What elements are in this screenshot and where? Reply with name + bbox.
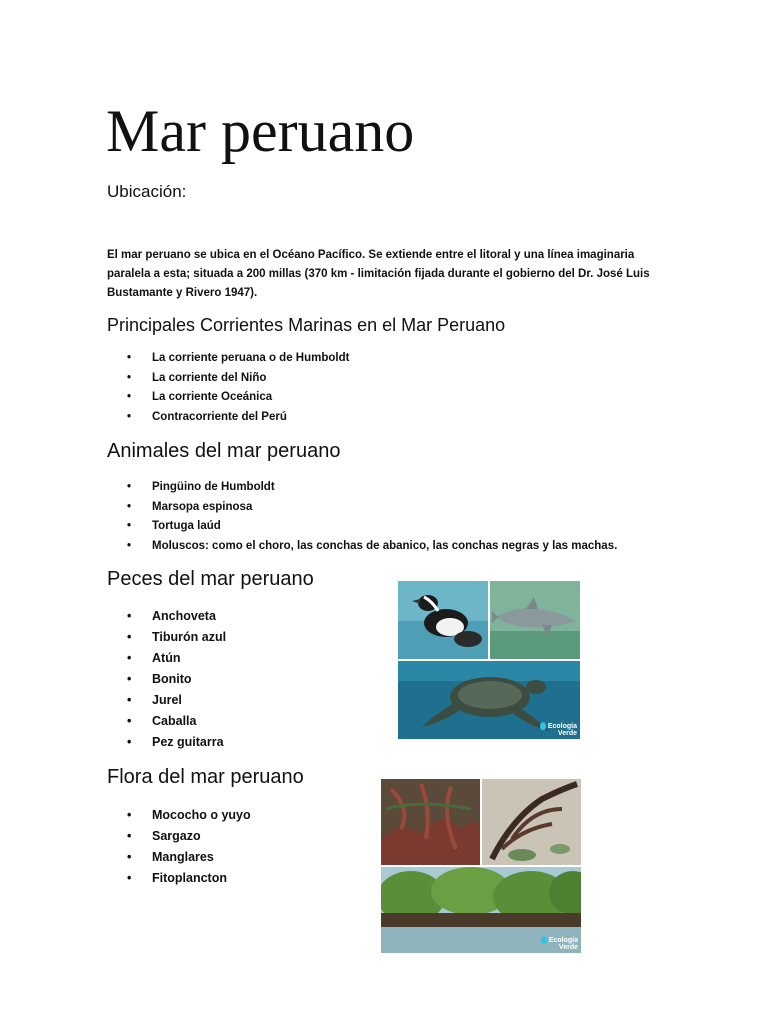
- location-paragraph: El mar peruano se ubica en el Océano Pacífico. Se extiende entre el litoral y una línea imaginaria paralela a esta; situada a 200 millas (370 km - limitación fijada durante el gobierno del Dr. José Luis Bustamante y Rivero 1947).: [107, 249, 650, 299]
- currents-heading: Principales Corrientes Marinas en el Mar Peruano: [107, 315, 506, 335]
- list-item: • Sargazo: [127, 826, 251, 847]
- currents-list: [127, 349, 349, 427]
- location-heading: Ubicación:: [107, 182, 187, 201]
- porpoise-photo: [490, 581, 580, 659]
- list-item: • Pez guitarra: [127, 732, 226, 753]
- list-item: • La corriente del Niño: [127, 369, 349, 389]
- list-item: • Anchoveta: [127, 606, 226, 627]
- flora-photo-collage: [381, 779, 581, 953]
- list-item: • Bonito: [127, 669, 226, 690]
- list-item: • Contracorriente del Perú: [127, 408, 349, 428]
- list-item: • Manglares: [127, 847, 251, 868]
- list-item: • La corriente Oceánica: [127, 388, 349, 408]
- list-item: • Marsopa espinosa: [127, 498, 617, 518]
- list-item: • Fitoplancton: [127, 868, 251, 889]
- list-item: • Caballa: [127, 711, 226, 732]
- drop-icon: [540, 722, 546, 730]
- flora-heading: Flora del mar peruano: [107, 766, 304, 788]
- list-item: • Pingüino de Humboldt: [127, 478, 617, 498]
- animals-photo-collage: [398, 581, 580, 739]
- list-item: • Atún: [127, 648, 226, 669]
- ecologia-verde-logo: Ecología Verde: [540, 722, 577, 737]
- list-item: • Tiburón azul: [127, 627, 226, 648]
- list-item: • Moluscos: como el choro, las conchas de abanico, las conchas negras y las machas.: [127, 537, 617, 557]
- turtle-photo: [398, 661, 580, 739]
- page-title: Mar peruano: [106, 98, 415, 164]
- list-item: • Tortuga laúd: [127, 517, 617, 537]
- animals-heading: Animales del mar peruano: [107, 440, 341, 462]
- penguin-photo: [398, 581, 488, 659]
- sargassum-photo: [482, 779, 581, 865]
- list-item: • La corriente peruana o de Humboldt: [127, 349, 349, 369]
- fish-list: [127, 606, 226, 753]
- animals-list: [127, 478, 617, 556]
- fish-heading: Peces del mar peruano: [107, 568, 314, 590]
- mangrove-photo: [381, 867, 581, 953]
- red-algae-photo: [381, 779, 480, 865]
- flora-list: [127, 805, 251, 889]
- list-item: • Jurel: [127, 690, 226, 711]
- list-item: • Mococho o yuyo: [127, 805, 251, 826]
- ecologia-verde-logo: Ecología Verde: [541, 936, 578, 951]
- drop-icon: [541, 936, 547, 944]
